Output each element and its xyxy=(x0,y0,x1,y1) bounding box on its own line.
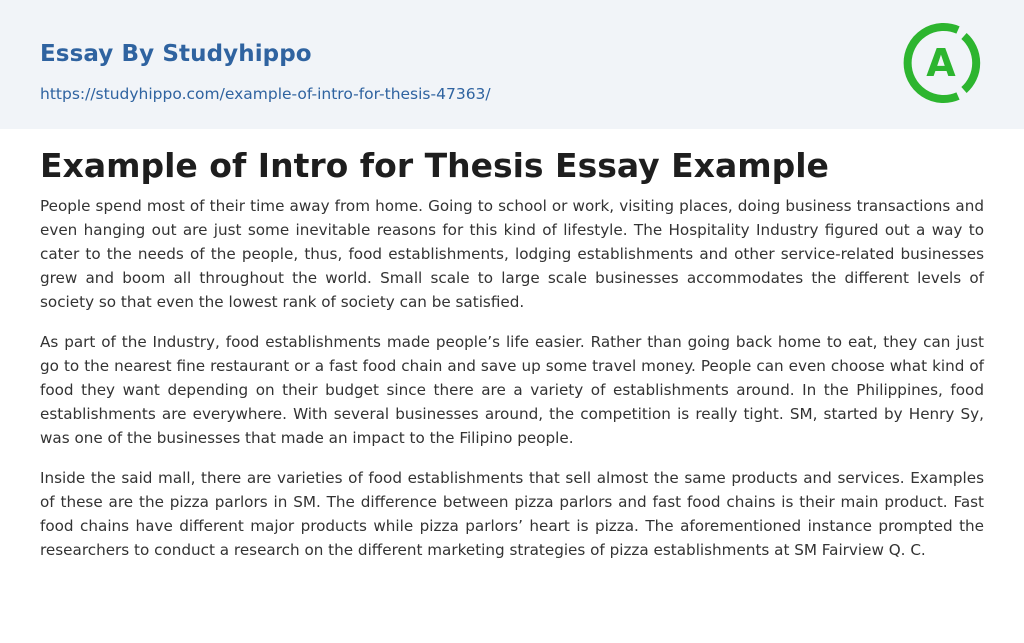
studyhippo-logo-icon[interactable] xyxy=(898,20,984,106)
article-title: Example of Intro for Thesis Essay Example xyxy=(40,146,829,185)
article-body xyxy=(40,194,984,578)
logo-letter: A xyxy=(926,41,956,85)
paragraph-2: As part of the Industry, food establishments made people’s life easier. Rather than going back home to eat, they can just go to the nearest fine restaurant or a fast food chain and save up some travel money. People can even choose what kind of food they want depending on their budget since there are a variety of establishments around. In the Philippines, food establishments are everywhere. With several businesses around, the competition is really tight. SM, started by Henry Sy, was one of the businesses that made an impact to the Filipino people. xyxy=(40,333,984,447)
site-header xyxy=(0,0,1024,129)
brand-name[interactable]: Essay By Studyhippo xyxy=(40,41,312,67)
paragraph-3: Inside the said mall, there are varieties of food establishments that sell almost the same products and services. Examples of these are the pizza parlors in SM. The difference between pizza parlors and fast food chains is their main product. Fast food chains have different major products while pizza parlors’ heart is pizza. The aforementioned instance prompted the researchers to conduct a research on the different marketing strategies of pizza establishments at SM Fairview Q. C. xyxy=(40,469,984,559)
paragraph-1: People spend most of their time away from home. Going to school or work, visiting places, doing business transactions and even hanging out are just some inevitable reasons for this kind of lifestyle. The Hospitality Industry figured out a way to cater to the needs of the people, thus, food establishments, lodging establishments and other service-related businesses grew and boom all throughout the world. Small scale to large scale businesses accommodates the different levels of society so that even the lowest rank of society can be satisfied. xyxy=(40,197,984,311)
page-url-link[interactable]: https://studyhippo.com/example-of-intro-for-thesis-47363/ xyxy=(40,85,491,103)
